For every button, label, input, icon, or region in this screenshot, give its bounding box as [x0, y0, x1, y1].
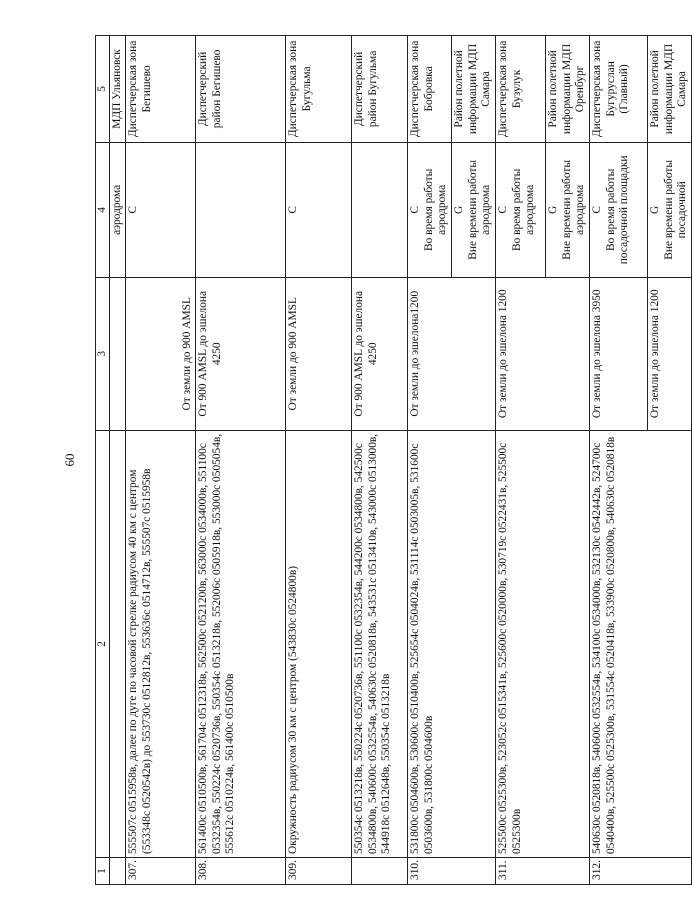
- cell-class-a: C Во время работы аэродрома: [408, 142, 452, 277]
- cell-altitude-b: От земли до эшелона 1200: [648, 277, 692, 430]
- header-col-4: 4: [96, 142, 110, 277]
- table-row-309: [286, 36, 352, 885]
- cell-zone: Диспетчерская зона Бегишево: [126, 36, 196, 143]
- table-row-310: [408, 36, 452, 885]
- cell-altitude: От земли до эшелона1200: [408, 277, 496, 430]
- row-number: 310.: [408, 858, 496, 885]
- cell-class-b: G Вне времени работы аэродрома: [452, 142, 496, 277]
- cell-zone-a: Диспетчерская зона Бузулук: [496, 36, 546, 143]
- header-col-2: 2: [96, 430, 110, 857]
- table-row-fragment: [110, 36, 126, 885]
- cell-zone-a: Диспетчерская зона Бугуруслан (Главный): [590, 36, 648, 143]
- cell-coordinates: 555507с 0515958в, далее по дуге по часовой стрелке радиусом 40 км с центром (553348с 0520542в) до 553730с 0512812в, 553636с 0514712в, 555507с 0515958в: [126, 430, 196, 857]
- table-row-309-b: [352, 36, 408, 885]
- row-number: 308.: [196, 858, 286, 885]
- cell-coordinates: 525500с 0525300в, 523052с 0515341в, 525600с 0520000в, 530719с 0522431в, 525500с 0525300в: [496, 430, 590, 857]
- row-number: 312.: [590, 858, 692, 885]
- row-number: 309.: [286, 858, 352, 885]
- header-col-3: 3: [96, 277, 110, 430]
- cell-coordinates: 540630с 0520818в, 540600с 0532554в, 534100с 0534000в, 532130с 0542442в, 524700с 0540400в, 525500с 0525300в, 531554с 0520418в, 533900с 0520800в, 540630с 0520818в: [590, 430, 692, 857]
- cell-coordinates: 561400с 0510500в, 561704с 0512318в, 562500с 0521200в, 563000с 0534000в, 551100с 0532354в, 550224с 0520736в, 550354с 0513218в, 552006с 0505918в, 553000с 0505054в, 555612с 0510224в, 561400с 0510500в: [196, 430, 286, 857]
- cell-zone-fragment: МДП Ульяновск: [110, 36, 126, 143]
- header-col-1: 1: [96, 858, 110, 885]
- row-number: [352, 858, 408, 885]
- table-row-308: [196, 36, 286, 885]
- airspace-table: [95, 35, 692, 885]
- cell-zone-a: Диспетчерская зона Бобровка: [408, 36, 452, 143]
- cell-class: C: [286, 142, 352, 277]
- cell-zone-b: Район полетной информации МДП Оренбург: [546, 36, 590, 143]
- cell-coordinates: 550354с 0513218в, 550224с 0520736в, 551100с 0532354в, 544200с 0534800в, 542500с 0534800в, 540600с 0532554в, 540630с 0520818в, 543531с 0513410в, 543000с 0513000в, 544918с 0512648в, 550354с 0513218в: [352, 430, 408, 857]
- cell-class-b: G Вне времени работы посадочной: [648, 142, 692, 277]
- cell-zone-b: Район полетной информации МДП Самара: [648, 36, 692, 143]
- cell-altitude-a: От земли до эшелона 3950: [590, 277, 648, 430]
- rotated-table-page: [95, 35, 688, 885]
- cell-altitude: От земли до 900 AMSL: [286, 277, 352, 430]
- cell-zone: Диспетчерский район Бегишево: [196, 36, 286, 143]
- cell-altitude: От 900 AMSL до эшелона 4250: [352, 277, 408, 430]
- header-row: [96, 36, 110, 885]
- cell-altitude: От земли до 900 AMSL: [126, 277, 196, 430]
- cell-altitude: От 900 AMSL до эшелона 4250: [196, 277, 286, 430]
- cell-class-b: G Вне времени работы аэродрома: [546, 142, 590, 277]
- table-row-312: [590, 36, 648, 885]
- cell-zone: Диспетчерская зона Бугульма: [286, 36, 352, 143]
- table-row-307: [126, 36, 196, 885]
- cell-coordinates: Окружность радиусом 30 км с центром (543830с 0524800в): [286, 430, 352, 857]
- row-number: 311.: [496, 858, 590, 885]
- cell-class: [196, 142, 286, 277]
- cell-altitude: От земли до эшелона 1200: [496, 277, 590, 430]
- cell-zone-b: Район полетной информации МДП Самара: [452, 36, 496, 143]
- cell-class-a: C Во время работы аэродрома: [496, 142, 546, 277]
- cell-class: [352, 142, 408, 277]
- cell-coordinates: 531800с 0504600в, 530600с 0510400в, 525654с 0504024в, 531114с 0503005в, 531600с 0503600в, 531800с 0504600в: [408, 430, 496, 857]
- table-row-311: [496, 36, 546, 885]
- cell-class-fragment: аэродрома: [110, 142, 126, 277]
- row-number: 307.: [126, 858, 196, 885]
- cell-class: C: [126, 142, 196, 277]
- header-col-5: 5: [96, 36, 110, 143]
- page-number: 60: [62, 453, 77, 467]
- cell-zone: Диспетчерский район Бугульма: [352, 36, 408, 143]
- cell-class-a: C Во время работы посадочной площадки: [590, 142, 648, 277]
